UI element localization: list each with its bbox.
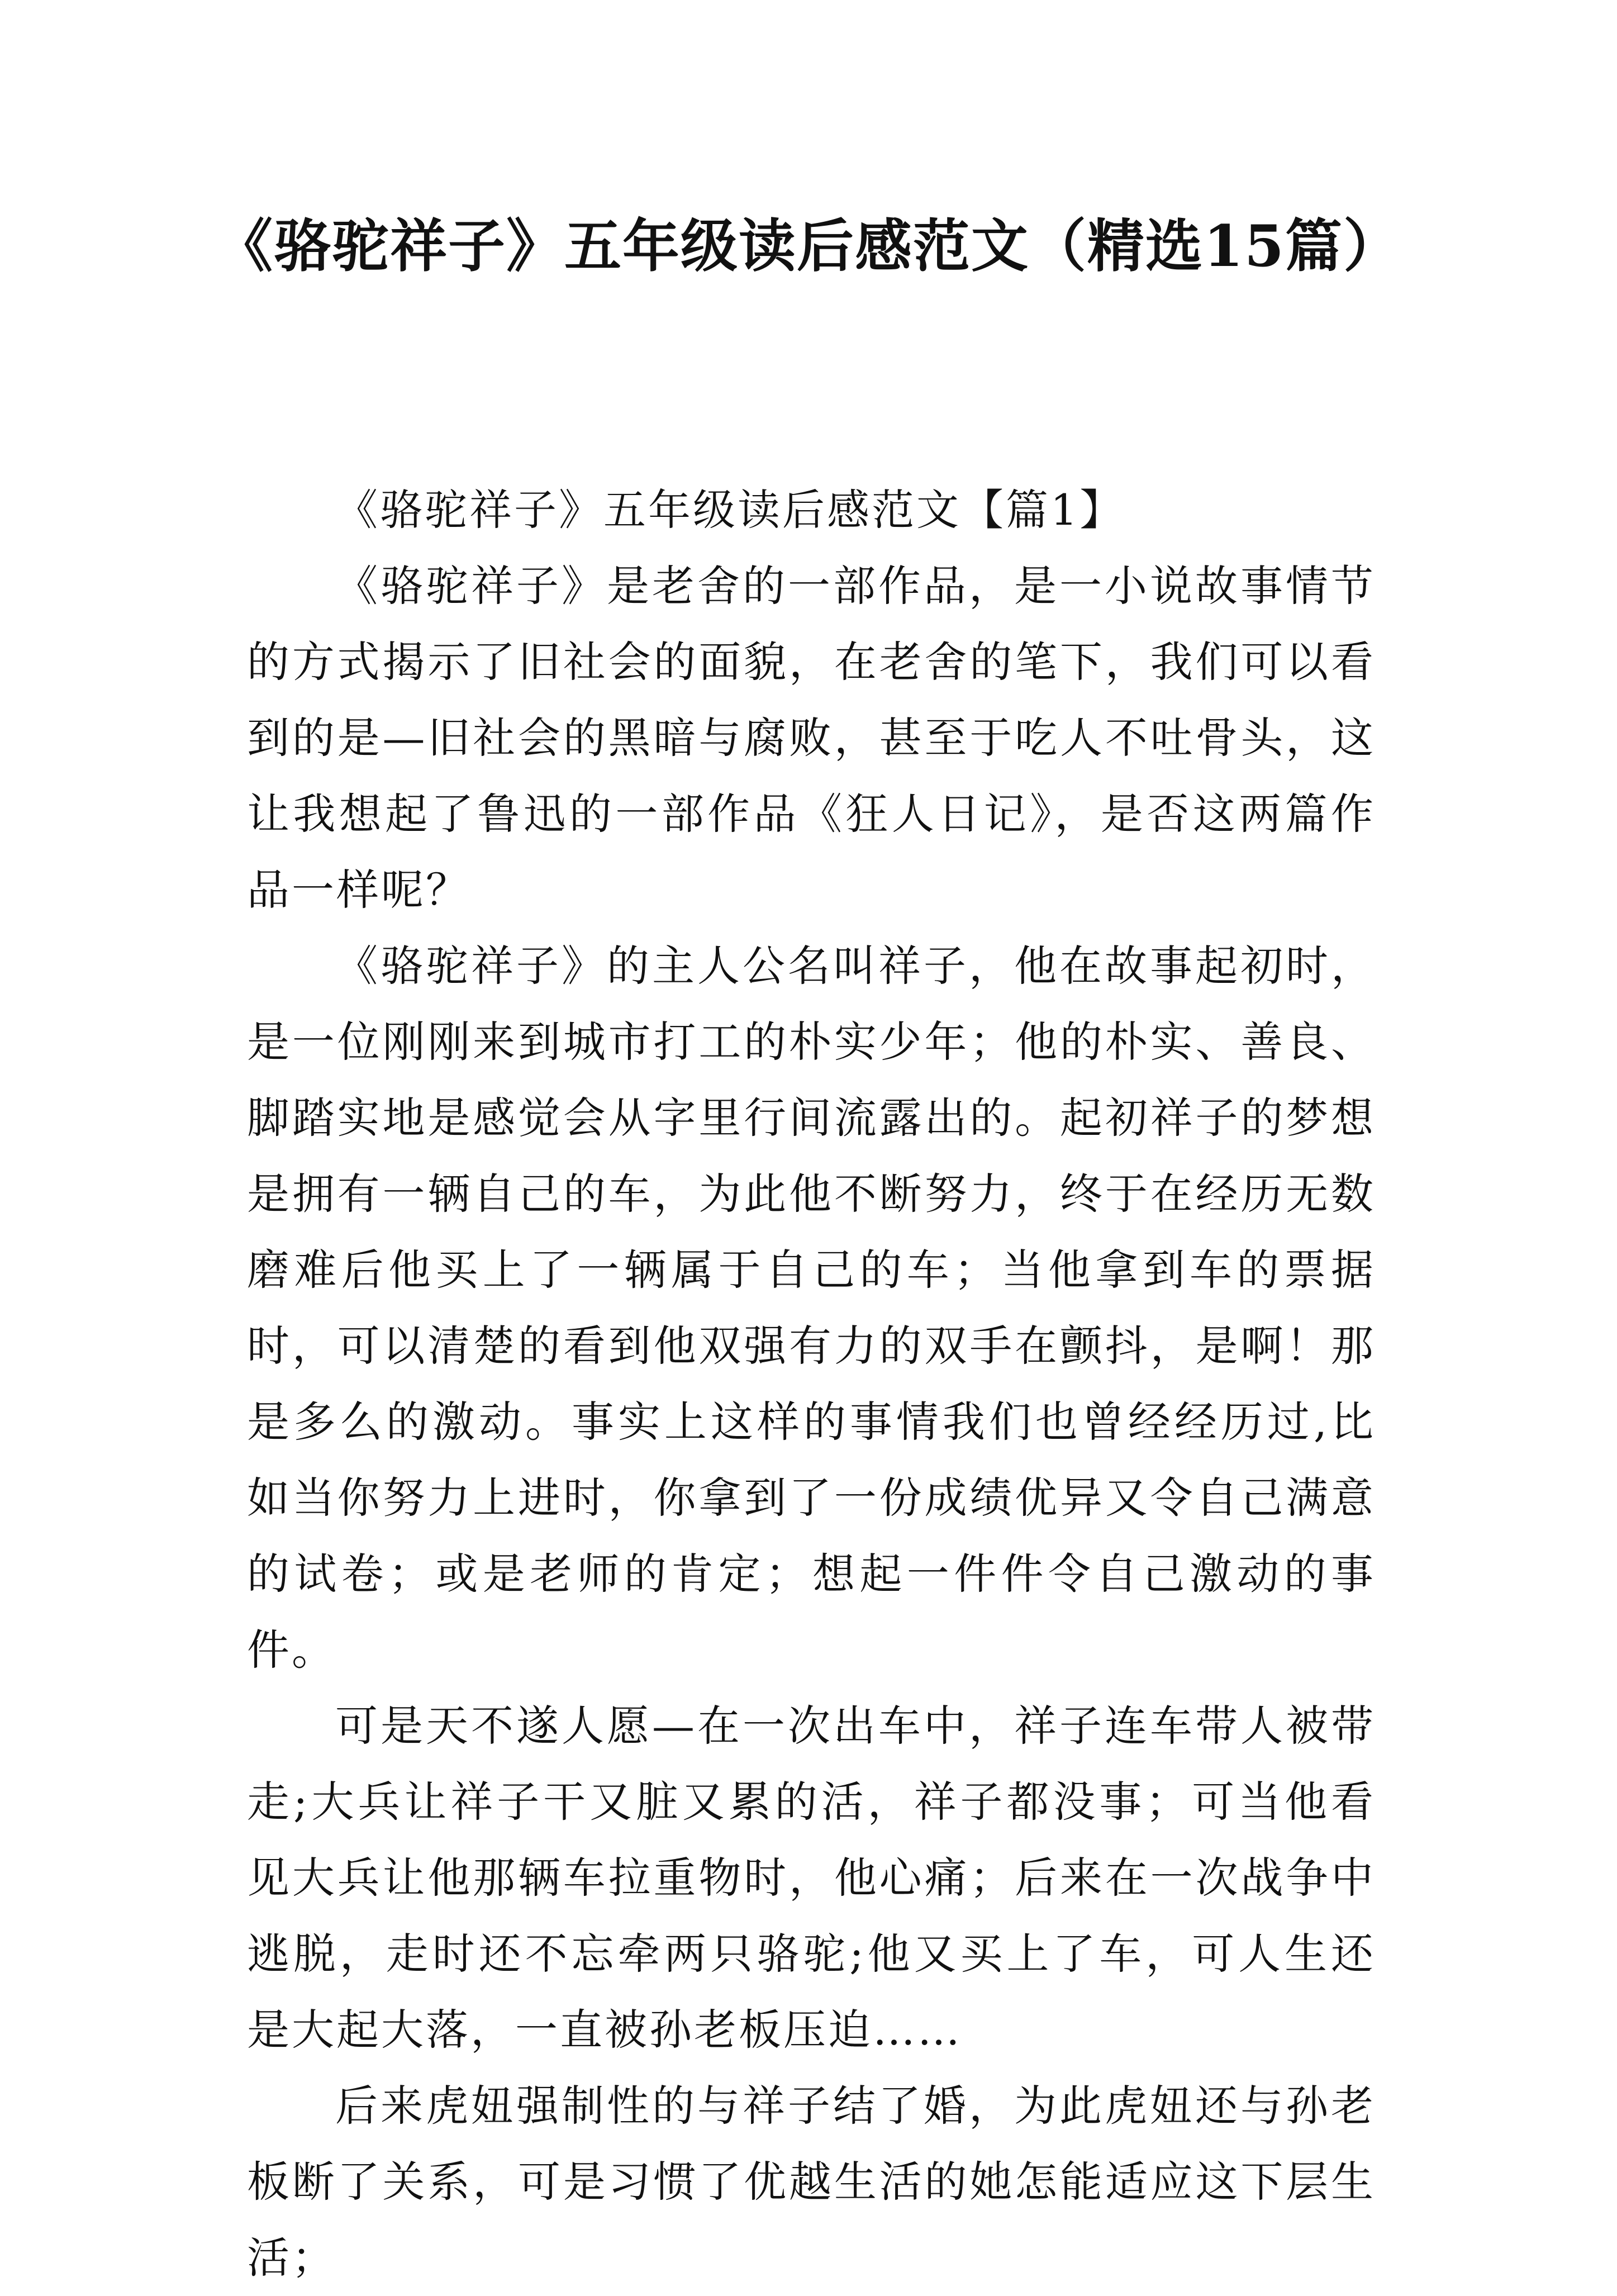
- paragraph-4: 后来虎妞强制性的与祥子结了婚，为此虎妞还与孙老板断了关系，可是习惯了优越生活的她怎能适应这下层生活；: [247, 2081, 1376, 2283]
- document-title: 《骆驼祥子》五年级读后感范文（精选15篇）: [216, 213, 1401, 280]
- paragraph-1: 《骆驼祥子》是老舍的一部作品，是一小说故事情节的方式揭示了旧社会的面貌，在老舍的笔下，我们可以看到的是—旧社会的黑暗与腐败，甚至于吃人不吐骨头，这让我想起了鲁迅的一部作品《狂人日记》，是否这两篇作品一样呢？: [247, 561, 1376, 915]
- paragraph-2: 《骆驼祥子》的主人公名叫祥子，他在故事起初时，是一位刚刚来到城市打工的朴实少年；他的朴实、善良、脚踏实地是感觉会从字里行间流露出的。起初祥子的梦想是拥有一辆自己的车，为此他不断努力，终于在经历无数磨难后他买上了一辆属于自己的车；当他拿到车的票据时，可以清楚的看到他双强有力的双手在颤抖，是啊！那是多么的激动。事实上这样的事情我们也曾经经历过,比如当你努力上进时，你拿到了一份成绩优异又令自己满意的试卷；或是老师的肯定；想起一件件令自己激动的事件。: [247, 941, 1376, 1675]
- document-body: [247, 472, 1376, 2296]
- section-heading: 《骆驼祥子》五年级读后感范文【篇1】: [335, 485, 1125, 535]
- paragraph-3: 可是天不遂人愿—在一次出车中，祥子连车带人被带走;大兵让祥子干又脏又累的活，祥子都没事；可当他看见大兵让他那辆车拉重物时，他心痛；后来在一次战争中逃脱，走时还不忘牵两只骆驼;他又买上了车，可人生还是大起大落，一直被孙老板压迫……: [247, 1701, 1376, 2055]
